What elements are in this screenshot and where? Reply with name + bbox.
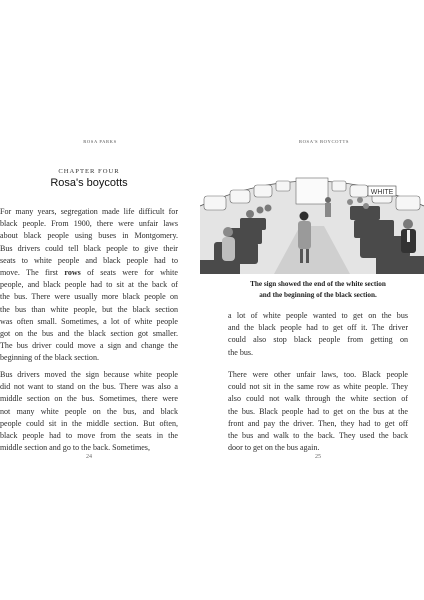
page-number-right: 25 — [315, 454, 321, 460]
chapter-number: CHAPTER FOUR — [58, 168, 120, 175]
text-line: middle section and go to the back. Sometimes, — [0, 443, 150, 453]
paragraph-4 — [228, 369, 408, 454]
bus-illustration-svg — [200, 166, 424, 274]
text-line: The bus driver could move a sign and change the — [0, 341, 178, 351]
text-line: There were other unfair laws, too. Black people — [228, 370, 408, 379]
text-line: black people. From 1900, there were unfair laws — [0, 219, 178, 229]
paragraph-3 — [228, 310, 408, 359]
chapter-title: Rosa's boycotts — [50, 177, 128, 189]
text-line: a lot of white people wanted to get on the bus — [228, 311, 408, 320]
running-head-right: ROSA'S BOYCOTTS — [298, 139, 350, 144]
text-line: not many white people on the bus, and black — [0, 406, 178, 416]
text-line: middle section on the bus. Sometimes, there were — [0, 394, 178, 404]
page-number-left: 24 — [86, 454, 92, 460]
text-line: could not sit in the same row as white people. They — [228, 382, 408, 392]
bus-interior-illustration — [200, 166, 424, 274]
text-line: people could sit in the middle section. But often, — [0, 418, 178, 428]
caption-line: The sign showed the end of the white section — [250, 280, 386, 288]
caption-line: and the beginning of the black section. — [259, 290, 377, 299]
text-line: Bus drivers moved the sign because white people — [0, 370, 178, 379]
text-line: For many years, segregation made life difficult for — [0, 207, 178, 216]
text-line: also could not walk through the white section of — [228, 394, 408, 404]
text-line: the bus than white people, but the black section — [0, 304, 178, 314]
text-line: about black people using buses in Montgomery. — [0, 231, 178, 241]
text-line: the bus and walk to the back. They used the back — [228, 430, 408, 440]
paragraph-1 — [0, 206, 178, 364]
text-line: move. The first rows of seats were for white — [0, 267, 178, 277]
text-line: the bus. — [228, 347, 254, 357]
text-line: seats to white people and black people had to — [0, 255, 178, 265]
text-line: Bus drivers could tell black people to give their — [0, 243, 178, 253]
text-line: beginning of the black section. — [0, 353, 99, 363]
text-line: and the black people had to get off it. The driver — [228, 323, 408, 333]
text-line: was often small. Sometimes, a lot of white people — [0, 316, 178, 326]
illustration-caption — [228, 279, 408, 300]
text-line: front and pay the driver. Then, they had to get off — [228, 418, 408, 428]
text-line: the bus. Black people had to get on the bus at the — [228, 406, 408, 416]
text-line: black people had to move from the seats in the — [0, 430, 178, 440]
right-page — [212, 0, 424, 600]
white-section-sign: WHITE — [370, 189, 394, 196]
text-line: the bus. There were usually more black people on — [0, 292, 178, 302]
paragraph-2 — [0, 369, 178, 454]
text-line: did not want to stand on the bus. There was also a — [0, 382, 178, 392]
text-line: could also stop black people from getting on — [228, 335, 408, 345]
text-line: people, and black people had to sit at the back of — [0, 280, 178, 290]
text-line: door to get on the bus again. — [228, 443, 320, 453]
text-line: got on the bus and the black section got smaller. — [0, 328, 178, 338]
running-head-left: ROSA PARKS — [83, 139, 117, 144]
